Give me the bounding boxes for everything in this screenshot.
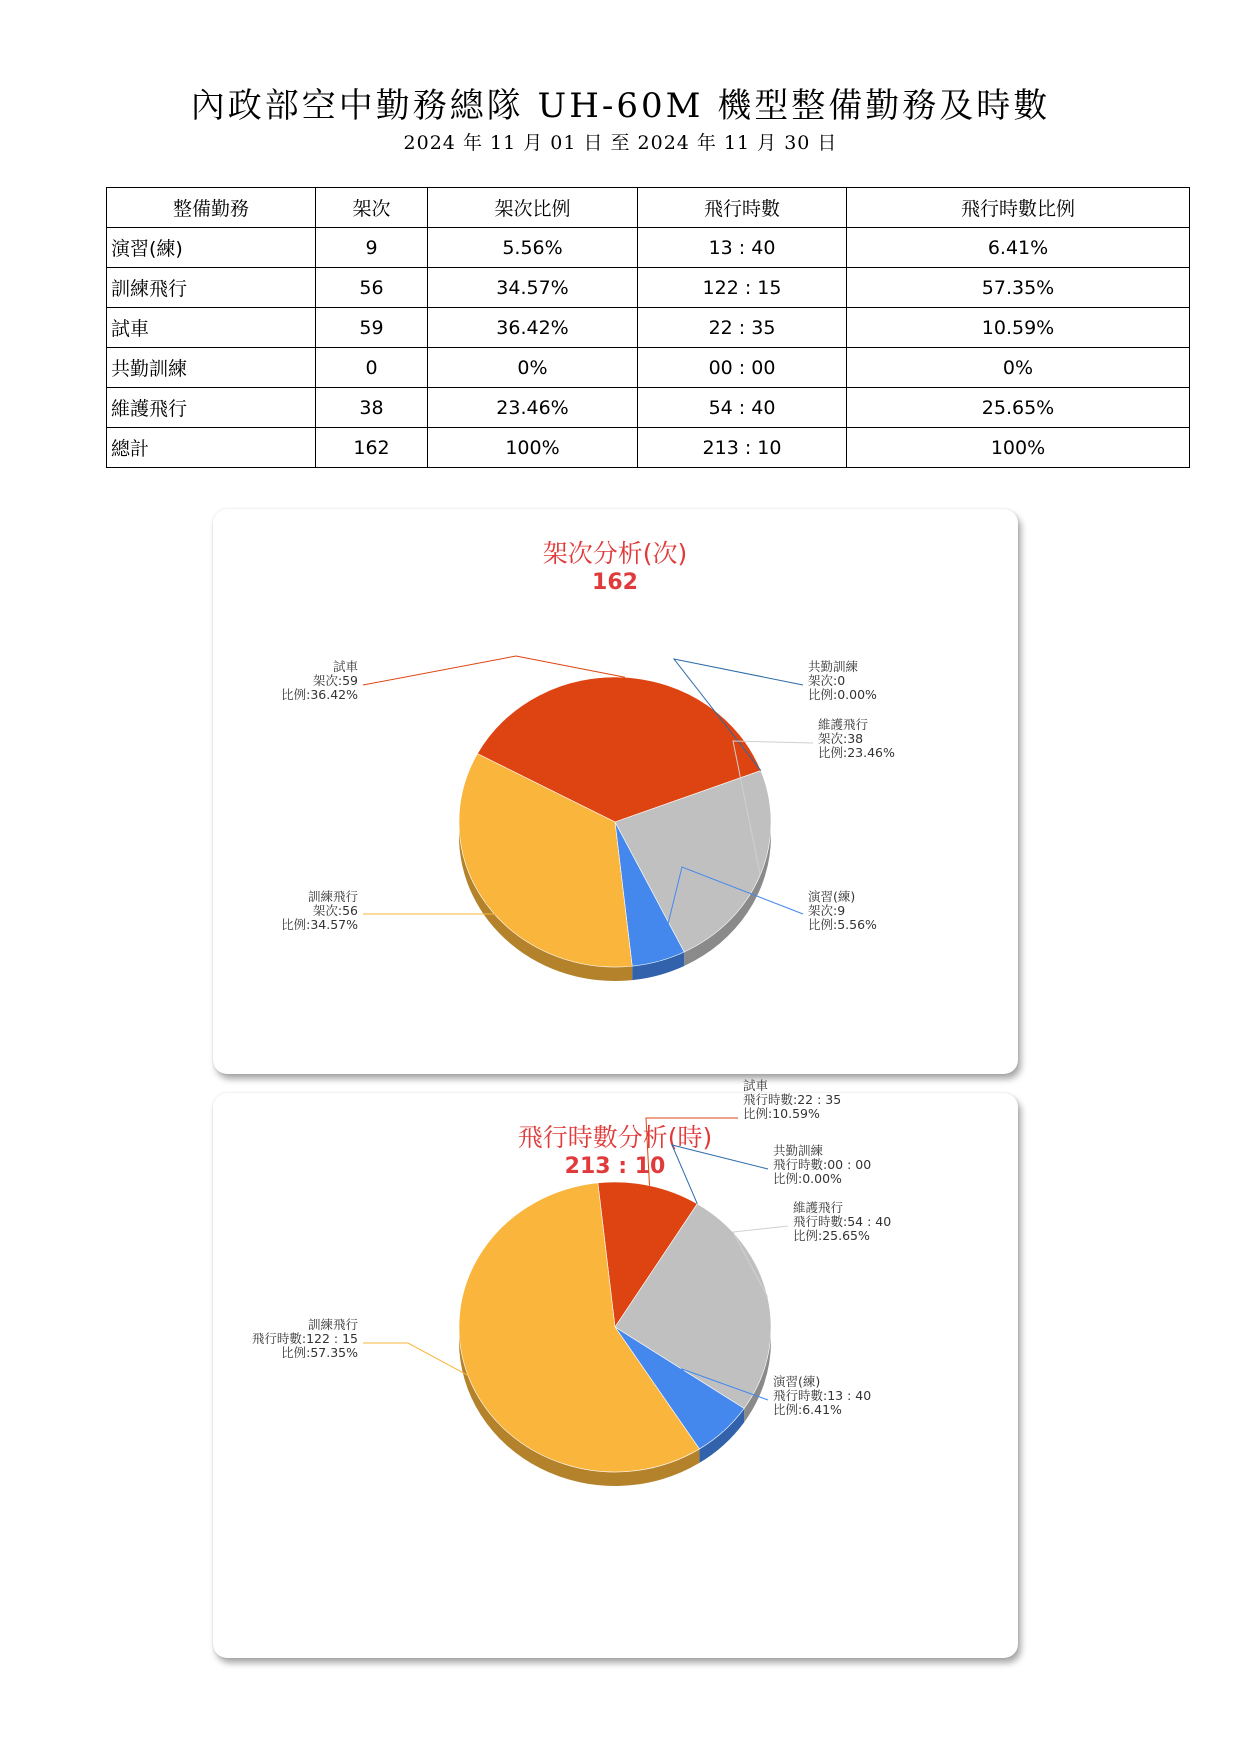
table-cell: 10.59% (847, 308, 1190, 348)
table-cell: 22 : 35 (638, 308, 847, 348)
table-cell: 0 (316, 348, 428, 388)
slice-percent: 比例:23.46% (818, 745, 895, 760)
table-row (107, 308, 1190, 348)
slice-value: 飛行時數:00 : 00 (773, 1157, 872, 1172)
slice-percent: 比例:57.35% (281, 1345, 358, 1360)
sortie-chart-card (213, 509, 1018, 1074)
slice-percent: 比例:34.57% (281, 917, 358, 932)
table-cell: 13 : 40 (638, 228, 847, 268)
leader-line (363, 1343, 468, 1375)
slice-value: 架次:56 (312, 903, 358, 918)
table-cell: 5.56% (428, 228, 638, 268)
slice-name: 演習(練) (773, 1374, 821, 1389)
table-cell: 23.46% (428, 388, 638, 428)
table-cell: 共勤訓練 (107, 348, 316, 388)
pie-group (459, 1182, 771, 1486)
slice-percent: 比例:0.00% (808, 687, 877, 702)
slice-label (808, 889, 877, 932)
header-cell: 架次比例 (428, 188, 638, 228)
slice-label (818, 717, 895, 760)
slice-percent: 比例:25.65% (793, 1228, 870, 1243)
table-cell: 162 (316, 428, 428, 468)
slice-value: 架次:9 (808, 903, 846, 918)
slice-value: 架次:38 (818, 731, 864, 746)
table-row (107, 348, 1190, 388)
slice-label (793, 1200, 891, 1243)
flight-hours-pie-chart (213, 1078, 1018, 1658)
slice-name: 試車 (743, 1078, 769, 1093)
slice-value: 架次:59 (312, 673, 358, 688)
header-cell: 架次 (316, 188, 428, 228)
table-row (107, 228, 1190, 268)
table-cell: 總計 (107, 428, 316, 468)
chart-title: 飛行時數分析(時) (517, 1123, 713, 1152)
table-header-row (107, 188, 1190, 228)
header-cell: 飛行時數 (638, 188, 847, 228)
slice-label (743, 1078, 841, 1121)
table-cell: 0% (847, 348, 1190, 388)
slice-name: 維護飛行 (818, 717, 869, 732)
slice-name: 演習(練) (808, 889, 856, 904)
chart-total: 213 : 10 (564, 1154, 666, 1179)
slice-name: 訓練飛行 (307, 889, 358, 904)
slice-label (252, 1317, 359, 1360)
table-cell: 維護飛行 (107, 388, 316, 428)
page-title: 內政部空中勤務總隊 UH-60M 機型整備勤務及時數 (190, 86, 1051, 126)
slice-name: 試車 (332, 659, 358, 674)
table-cell: 0% (428, 348, 638, 388)
table-cell: 38 (316, 388, 428, 428)
duty-summary-table (106, 187, 1190, 468)
chart-title: 架次分析(次) (542, 539, 688, 568)
table-cell: 6.41% (847, 228, 1190, 268)
table-cell: 57.35% (847, 268, 1190, 308)
table-row (107, 388, 1190, 428)
slice-percent: 比例:36.42% (281, 687, 358, 702)
slice-percent: 比例:5.56% (808, 917, 877, 932)
table-cell: 100% (847, 428, 1190, 468)
slice-value: 飛行時數:22 : 35 (743, 1092, 842, 1107)
table-cell: 試車 (107, 308, 316, 348)
table-cell: 100% (428, 428, 638, 468)
table-cell: 54 : 40 (638, 388, 847, 428)
slice-name: 維護飛行 (793, 1200, 844, 1215)
slice-value: 架次:0 (808, 673, 846, 688)
table-row (107, 268, 1190, 308)
table-cell: 122 : 15 (638, 268, 847, 308)
slice-percent: 比例:10.59% (743, 1106, 820, 1121)
slice-percent: 比例:6.41% (773, 1402, 842, 1417)
leader-line (672, 1145, 768, 1204)
slice-label (773, 1143, 871, 1186)
table-cell: 25.65% (847, 388, 1190, 428)
report-period: 2024 年 11 月 01 日 至 2024 年 11 月 30 日 (403, 132, 838, 154)
table-cell: 213 : 10 (638, 428, 847, 468)
pie-group (459, 677, 771, 981)
table-cell: 9 (316, 228, 428, 268)
table-cell: 34.57% (428, 268, 638, 308)
sortie-pie-chart (213, 509, 1018, 1074)
slice-value: 飛行時數:13 : 40 (773, 1388, 872, 1403)
chart-total: 162 (592, 570, 638, 595)
header-cell: 飛行時數比例 (847, 188, 1190, 228)
slice-label (808, 659, 877, 702)
header-cell: 整備勤務 (107, 188, 316, 228)
slice-name: 共勤訓練 (773, 1143, 824, 1158)
slice-value: 飛行時數:54 : 40 (793, 1214, 892, 1229)
table-cell: 00 : 00 (638, 348, 847, 388)
table-cell: 訓練飛行 (107, 268, 316, 308)
table-cell: 演習(練) (107, 228, 316, 268)
table-cell: 59 (316, 308, 428, 348)
table-cell: 56 (316, 268, 428, 308)
table-cell: 36.42% (428, 308, 638, 348)
slice-label (281, 659, 358, 702)
slice-percent: 比例:0.00% (773, 1171, 842, 1186)
flight-hours-chart-card (213, 1078, 1018, 1658)
slice-name: 訓練飛行 (307, 1317, 358, 1332)
slice-label (281, 889, 358, 932)
slice-name: 共勤訓練 (808, 659, 859, 674)
slice-label (773, 1374, 871, 1417)
slice-value: 飛行時數:122 : 15 (251, 1331, 358, 1346)
table-row (107, 428, 1190, 468)
